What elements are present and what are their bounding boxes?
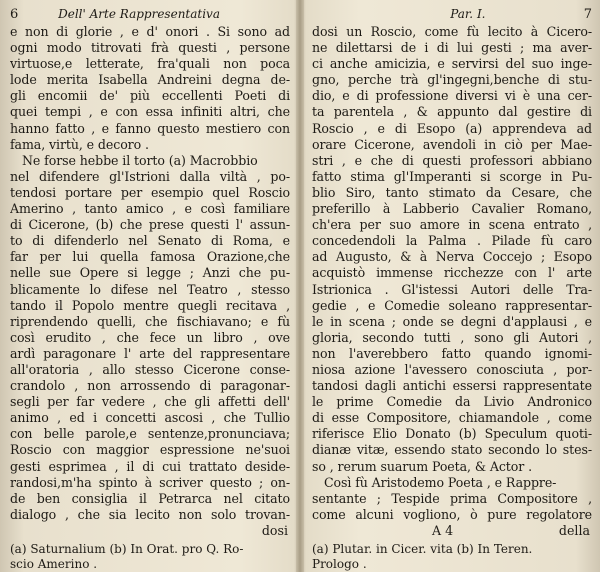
text-line: così erudito , che fece un libro , ove (10, 329, 290, 345)
right-signature-mark: A 4 (432, 522, 454, 538)
text-line: gedie , e Comedie soleano rappresentar- (312, 297, 592, 313)
text-line: e non di glorie , e d' onori . Si sono ad (10, 24, 290, 39)
text-line: ci anche amicizia, e servirsi del suo inge- (312, 56, 592, 72)
text-line: blicamente lo difese nel Teatro , stesso (10, 281, 290, 297)
text-line: stri , e che di questi professori abbiano (312, 152, 592, 168)
text-line: all'oratoria , allo stesso Cicerone conse- (10, 361, 290, 377)
text-line: gloria, secondo tutti , sono gli Autori , (312, 329, 592, 345)
text-line: dianæ vitæ, essendo stato secondo lo stes- (312, 442, 592, 458)
text-line: sentante ; Tespide prima Compositore , (312, 490, 592, 506)
text-line: riprendendo quelli, che fischiavano; e fù (10, 313, 290, 329)
text-line: concedendoli la Palma . Pilade fù caro (312, 233, 592, 249)
text-line: Roscio con maggior espressione ne'suoi (10, 442, 290, 458)
right-page-number: 7 (583, 7, 592, 22)
text-line: far per lui quella famosa Orazione,che (10, 249, 290, 265)
text-line: le prime Comedie da Livio Andronico (312, 394, 592, 410)
left-catchword: dosi (261, 522, 288, 538)
text-line: blio Siro, tanto stimato da Cesare, che (312, 184, 592, 200)
right-footnotes (312, 542, 592, 572)
text-line: ogni modo titrovati frà questi , persone (10, 40, 290, 56)
text-line: fama, virtù, e decoro . (10, 136, 149, 152)
footnote-line: (a) Saturnalium (b) In Orat. pro Q. Ro- (10, 541, 244, 556)
text-line: Amerino , tanto amico , e così familiare (10, 201, 290, 217)
right-running-title: Par. I. (450, 7, 486, 21)
text-line: ch'era per suo amore in scena entrato , (312, 217, 592, 233)
text-line: ne dilettarsi de i di lui gesti ; ma aver- (312, 40, 592, 56)
left-body-text (10, 24, 290, 523)
left-footnotes (10, 542, 290, 572)
left-running-title: Dell' Arte Rappresentativa (58, 7, 220, 21)
text-line: fatto stima gl'Imperanti si scorge in Pu- (312, 168, 592, 184)
text-line: tendosi portare per esempio quel Roscio (10, 184, 290, 200)
right-signature-line (312, 523, 592, 539)
text-line: tandosi dagli antichi essersi rappresentate (312, 378, 592, 394)
text-line: virtuose,e letterate, fra'quali non poca (10, 56, 290, 72)
text-line: animo , ed i concetti ascosi , che Tullio (10, 410, 290, 426)
text-line: randosi,m'ha spinto à scriver questo ; on- (10, 474, 290, 490)
right-page (304, 0, 600, 572)
text-line: de ben consiglia il Petrarca nel citato (10, 490, 290, 506)
text-line: le in scena ; onde se degni d'applausi , e (312, 313, 592, 329)
right-running-head (312, 6, 592, 23)
left-page-number: 6 (10, 7, 19, 22)
left-running-head (10, 6, 290, 23)
right-catchword: della (558, 522, 590, 538)
text-line: gli encomii de' più eccellenti Poeti di (10, 88, 290, 104)
text-line: non l'averebbero fatto quando ignomi- (312, 345, 592, 361)
text-line: quei tempi , e con essa infiniti altri, che (10, 104, 290, 120)
text-line: nel difendere gl'Istrioni dalla viltà , po- (10, 168, 290, 184)
text-line: dio, e di professione diversi vi è una cer- (312, 88, 592, 104)
text-line: orare Cicerone, avendoli in ciò per Mae- (312, 136, 592, 152)
text-line: gesti esprimea , il di cui trattato deside- (10, 458, 290, 474)
text-line: ardì paragonare l' arte del rappresentare (10, 345, 290, 361)
right-body-text (312, 24, 592, 523)
text-line: segli per far vedere , che gli affetti dell' (10, 394, 290, 410)
text-line: ad Augusto, & à Nerva Coccejo ; Esopo (312, 249, 592, 265)
text-line: di Cicerone, (b) che prese questi l' assun- (10, 217, 290, 233)
left-catch-line (10, 523, 290, 539)
text-line: Roscio , e di Esopo (a) apprendeva ad (312, 120, 592, 136)
text-line: come alcuni vogliono, ò pure regolatore (312, 506, 592, 522)
text-line: lode merita Isabella Andreini degna de- (10, 72, 290, 88)
text-line: to di difenderlo nel Senato di Roma, e (10, 233, 290, 249)
text-line: crandolo , non arrossendo di paragonar- (10, 378, 290, 394)
text-line: acquistò immense ricchezze con l' arte (312, 265, 592, 281)
text-line: so , rerum suarum Poeta, & Actor . (312, 458, 532, 474)
text-line: hanno fatto , e fanno questo mestiero con (10, 120, 290, 136)
text-line: con belle parole,e sentenze,pronunciava; (10, 426, 290, 442)
text-line: tando il Popolo mentre quegli recitava , (10, 297, 290, 313)
book-gutter (296, 0, 304, 572)
text-line: Istrionica . Gl'istessi Autori delle Tra- (312, 281, 592, 297)
text-line: nelle sue Opere si legge ; Anzi che pu- (10, 265, 290, 281)
text-line: riferisce Elio Donato (b) Speculum quoti- (312, 426, 592, 442)
footnote-line: scio Amerino . (10, 556, 98, 571)
text-line: dialogo , che sia lecito non solo trovan- (10, 506, 290, 522)
text-line: niosa azione l'avessero conosciuta , por- (312, 361, 592, 377)
text-line: Così fù Aristodemo Poeta , e Rappre- (324, 474, 557, 490)
footnote-line: Prologo . (312, 556, 367, 571)
left-page (0, 0, 296, 572)
text-line: preferillo à Labberio Cavalier Romano, (312, 201, 592, 217)
text-line: gno, perche trà gl'ingegni,benche di stu- (312, 72, 592, 88)
footnote-line: (a) Plutar. in Cicer. vita (b) In Teren. (312, 541, 533, 556)
text-line: di esse Compositore, chiamandole , come (312, 410, 592, 426)
text-line: ta parentela , & appunto dal gestire di (312, 104, 592, 120)
text-line: Ne forse hebbe il torto (a) Macrobbio (22, 152, 258, 168)
text-line: dosi un Roscio, come fù lecito à Cicero- (312, 24, 592, 39)
